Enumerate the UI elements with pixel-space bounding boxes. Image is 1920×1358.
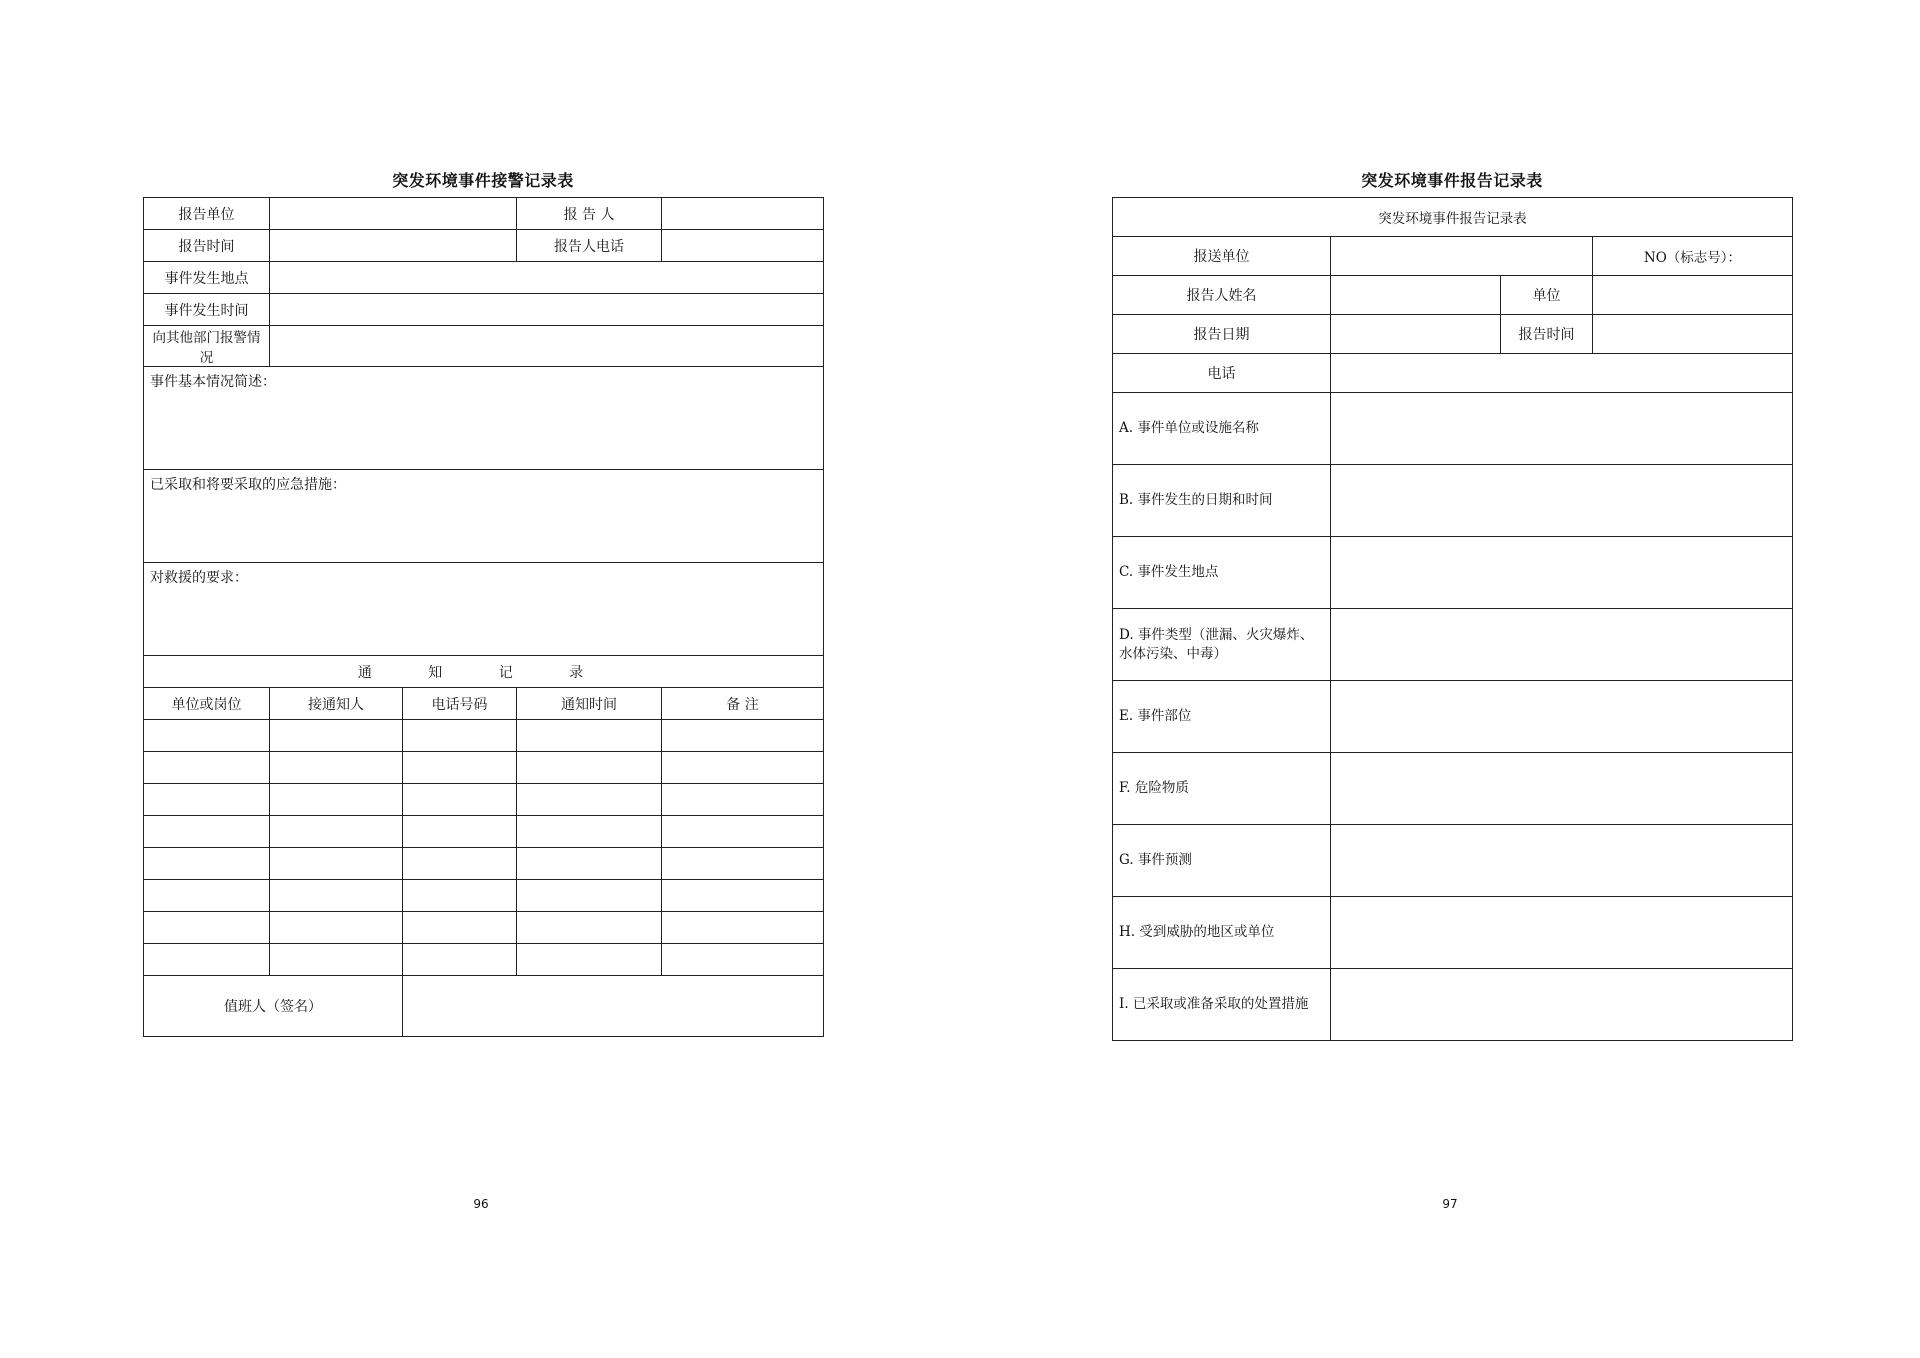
report-item-label: G. 事件预测 bbox=[1113, 825, 1331, 897]
notification-cell[interactable] bbox=[517, 912, 662, 944]
report-date-label: 报告日期 bbox=[1113, 315, 1331, 354]
notification-column-header: 通知时间 bbox=[517, 688, 662, 720]
sending-unit-label: 报送单位 bbox=[1113, 237, 1331, 276]
report-item-label: B. 事件发生的日期和时间 bbox=[1113, 465, 1331, 537]
reporter-phone-value[interactable] bbox=[662, 230, 824, 262]
table-row bbox=[144, 816, 824, 848]
other-depts-label: 向其他部门报警情况 bbox=[144, 326, 270, 367]
reporting-unit-label: 报告单位 bbox=[144, 198, 270, 230]
notification-cell[interactable] bbox=[517, 848, 662, 880]
notification-table-body bbox=[144, 688, 824, 976]
sending-unit-value[interactable] bbox=[1331, 237, 1593, 276]
report-items-body bbox=[1113, 393, 1793, 1041]
phone-label: 电话 bbox=[1113, 354, 1331, 393]
right-page bbox=[960, 0, 1920, 1358]
notification-column-header: 电话号码 bbox=[403, 688, 517, 720]
notification-column-header: 接通知人 bbox=[270, 688, 403, 720]
other-depts-value[interactable] bbox=[270, 326, 824, 367]
notification-cell[interactable] bbox=[517, 880, 662, 912]
unit-label: 单位 bbox=[1501, 276, 1593, 315]
table-row bbox=[1113, 897, 1793, 969]
report-item-label: C. 事件发生地点 bbox=[1113, 537, 1331, 609]
notification-cell[interactable] bbox=[270, 752, 403, 784]
event-summary-field[interactable] bbox=[144, 367, 824, 470]
notification-cell[interactable] bbox=[144, 752, 270, 784]
report-time-value-right[interactable] bbox=[1593, 315, 1793, 354]
report-item-value[interactable] bbox=[1331, 393, 1793, 465]
report-time-label-right: 报告时间 bbox=[1501, 315, 1593, 354]
reporter-phone-label: 报告人电话 bbox=[517, 230, 662, 262]
reporting-unit-value[interactable] bbox=[270, 198, 517, 230]
event-location-value[interactable] bbox=[270, 262, 824, 294]
report-item-value[interactable] bbox=[1331, 825, 1793, 897]
notification-cell[interactable] bbox=[270, 944, 403, 976]
table-row bbox=[144, 880, 824, 912]
event-location-label: 事件发生地点 bbox=[144, 262, 270, 294]
report-date-value[interactable] bbox=[1331, 315, 1501, 354]
notification-cell[interactable] bbox=[270, 912, 403, 944]
report-item-label: A. 事件单位或设施名称 bbox=[1113, 393, 1331, 465]
table-row bbox=[144, 752, 824, 784]
report-item-value[interactable] bbox=[1331, 609, 1793, 681]
table-row bbox=[1113, 465, 1793, 537]
notification-cell[interactable] bbox=[144, 784, 270, 816]
notification-cell[interactable] bbox=[403, 784, 517, 816]
table-row bbox=[144, 912, 824, 944]
reporter-name-value[interactable] bbox=[1331, 276, 1501, 315]
notification-cell[interactable] bbox=[662, 880, 824, 912]
report-item-value[interactable] bbox=[1331, 537, 1793, 609]
notification-cell[interactable] bbox=[403, 880, 517, 912]
page-number-right: 97 bbox=[1442, 1197, 1458, 1211]
notification-cell[interactable] bbox=[403, 912, 517, 944]
report-item-value[interactable] bbox=[1331, 681, 1793, 753]
notification-cell[interactable] bbox=[270, 720, 403, 752]
notification-cell[interactable] bbox=[517, 816, 662, 848]
notification-cell[interactable] bbox=[144, 848, 270, 880]
table-row bbox=[1113, 537, 1793, 609]
notification-cell[interactable] bbox=[144, 880, 270, 912]
table-row bbox=[144, 784, 824, 816]
unit-value[interactable] bbox=[1593, 276, 1793, 315]
notification-cell[interactable] bbox=[270, 816, 403, 848]
reporter-value[interactable] bbox=[662, 198, 824, 230]
notification-cell[interactable] bbox=[144, 944, 270, 976]
rescue-requirements-field[interactable] bbox=[144, 563, 824, 656]
notification-column-header: 单位或岗位 bbox=[144, 688, 270, 720]
event-summary-label: 事件基本情况简述： bbox=[150, 374, 276, 390]
reporter-label: 报 告 人 bbox=[517, 198, 662, 230]
notification-cell[interactable] bbox=[403, 752, 517, 784]
notification-cell[interactable] bbox=[270, 848, 403, 880]
measures-field[interactable] bbox=[144, 470, 824, 563]
event-time-value[interactable] bbox=[270, 294, 824, 326]
table-row bbox=[1113, 393, 1793, 465]
event-time-label: 事件发生时间 bbox=[144, 294, 270, 326]
table-row bbox=[144, 944, 824, 976]
table-row bbox=[1113, 753, 1793, 825]
alarm-record-table bbox=[143, 197, 824, 1037]
rescue-requirements-label: 对救援的要求： bbox=[150, 570, 248, 586]
notification-cell[interactable] bbox=[517, 944, 662, 976]
table-row bbox=[1113, 681, 1793, 753]
notification-cell[interactable] bbox=[403, 848, 517, 880]
notification-cell[interactable] bbox=[662, 944, 824, 976]
report-time-label: 报告时间 bbox=[144, 230, 270, 262]
duty-person-signature[interactable] bbox=[403, 976, 824, 1037]
report-inner-header: 突发环境事件报告记录表 bbox=[1113, 198, 1793, 237]
duty-person-label: 值班人（签名） bbox=[144, 976, 403, 1037]
report-item-value[interactable] bbox=[1331, 753, 1793, 825]
notification-cell[interactable] bbox=[270, 784, 403, 816]
notification-header: 通 知 记 录 bbox=[144, 656, 824, 688]
page-number-left: 96 bbox=[473, 1197, 489, 1211]
notification-cell[interactable] bbox=[662, 752, 824, 784]
report-form-title: 突发环境事件报告记录表 bbox=[1361, 171, 1543, 190]
notification-cell[interactable] bbox=[662, 912, 824, 944]
notification-cell[interactable] bbox=[662, 784, 824, 816]
table-row bbox=[1113, 825, 1793, 897]
table-row bbox=[1113, 609, 1793, 681]
report-item-label: E. 事件部位 bbox=[1113, 681, 1331, 753]
report-item-label: H. 受到威胁的地区或单位 bbox=[1113, 897, 1331, 969]
notification-cell[interactable] bbox=[517, 752, 662, 784]
report-item-label: D. 事件类型（泄漏、火灾爆炸、水体污染、中毒） bbox=[1113, 609, 1331, 681]
notification-column-header: 备 注 bbox=[662, 688, 824, 720]
table-row bbox=[144, 848, 824, 880]
report-item-label: I. 已采取或准备采取的处置措施 bbox=[1113, 969, 1331, 1041]
table-row bbox=[1113, 969, 1793, 1041]
notification-cell[interactable] bbox=[517, 784, 662, 816]
alarm-form-title: 突发环境事件接警记录表 bbox=[392, 171, 574, 190]
report-item-value[interactable] bbox=[1331, 897, 1793, 969]
notification-cell[interactable] bbox=[403, 816, 517, 848]
table-row bbox=[144, 720, 824, 752]
serial-number-label[interactable]: NO（标志号）： bbox=[1593, 237, 1793, 276]
notification-cell[interactable] bbox=[517, 720, 662, 752]
notification-cell[interactable] bbox=[662, 816, 824, 848]
notification-cell[interactable] bbox=[144, 912, 270, 944]
reporter-name-label: 报告人姓名 bbox=[1113, 276, 1331, 315]
report-item-value[interactable] bbox=[1331, 969, 1793, 1041]
report-item-label: F. 危险物质 bbox=[1113, 753, 1331, 825]
notification-cell[interactable] bbox=[270, 880, 403, 912]
notification-cell[interactable] bbox=[144, 720, 270, 752]
report-item-value[interactable] bbox=[1331, 465, 1793, 537]
phone-value[interactable] bbox=[1331, 354, 1793, 393]
notification-cell[interactable] bbox=[403, 720, 517, 752]
notification-cell[interactable] bbox=[662, 720, 824, 752]
report-record-table bbox=[1112, 197, 1793, 1041]
notification-cell[interactable] bbox=[662, 848, 824, 880]
notification-cell[interactable] bbox=[403, 944, 517, 976]
notification-cell[interactable] bbox=[144, 816, 270, 848]
report-time-value[interactable] bbox=[270, 230, 517, 262]
measures-label: 已采取和将要采取的应急措施： bbox=[150, 477, 346, 493]
